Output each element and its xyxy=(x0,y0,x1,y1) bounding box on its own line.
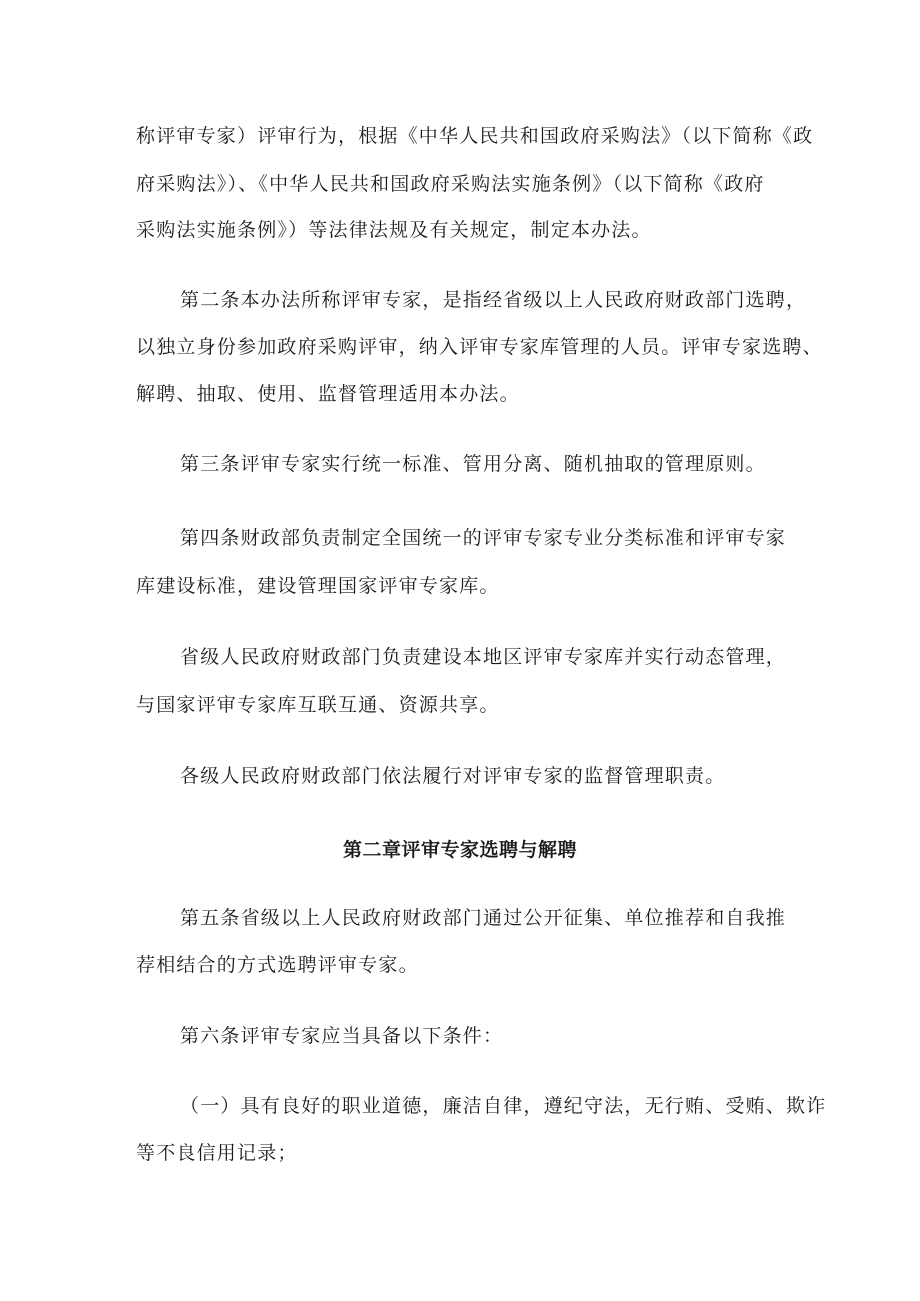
paragraph-line: 各级人民政府财政部门依法履行对评审专家的监督管理职责。 xyxy=(180,765,726,787)
paragraph-line: 府采购法》）、《中华人民共和国政府采购法实施条例》（以下简称《政府 xyxy=(136,173,765,195)
chapter-heading: 第二章评审专家选聘与解聘 xyxy=(342,839,577,861)
paragraph-line: 解聘、抽取、使用、监督管理适用本办法。 xyxy=(136,383,520,405)
paragraph-line: 第二条本办法所称评审专家，是指经省级以上人民政府财政部门选聘， xyxy=(180,289,807,311)
paragraph-line: 荐相结合的方式选聘评审专家。 xyxy=(136,954,419,976)
paragraph-line: 第五条省级以上人民政府财政部门通过公开征集、单位推荐和自我推 xyxy=(180,907,787,929)
paragraph-line: 与国家评审专家库互联互通、资源共享。 xyxy=(136,694,500,716)
paragraph-line: 第三条评审专家实行统一标准、管用分离、随机抽取的管理原则。 xyxy=(180,453,766,475)
paragraph-line: 第四条财政部负责制定全国统一的评审专家专业分类标准和评审专家 xyxy=(180,527,787,549)
paragraph-line: 以独立身份参加政府采购评审，纳入评审专家库管理的人员。评审专家选聘、 xyxy=(136,336,823,358)
paragraph-line: 等不良信用记录； xyxy=(136,1142,298,1164)
paragraph-line: 省级人民政府财政部门负责建设本地区评审专家库并实行动态管理， xyxy=(180,646,787,668)
paragraph-line: 第六条评审专家应当具备以下条件： xyxy=(180,1025,504,1047)
paragraph-line: 库建设标准，建设管理国家评审专家库。 xyxy=(136,575,500,597)
paragraph-line: 称评审专家）评审行为，根据《中华人民共和国政府采购法》（以下简称《政 xyxy=(136,125,814,147)
paragraph-line: 采购法实施条例》）等法律法规及有关规定，制定本办法。 xyxy=(136,219,652,241)
paragraph-line: （一）具有良好的职业道德，廉洁自律，遵纪守法，无行贿、受贿、欺诈 xyxy=(180,1095,827,1117)
